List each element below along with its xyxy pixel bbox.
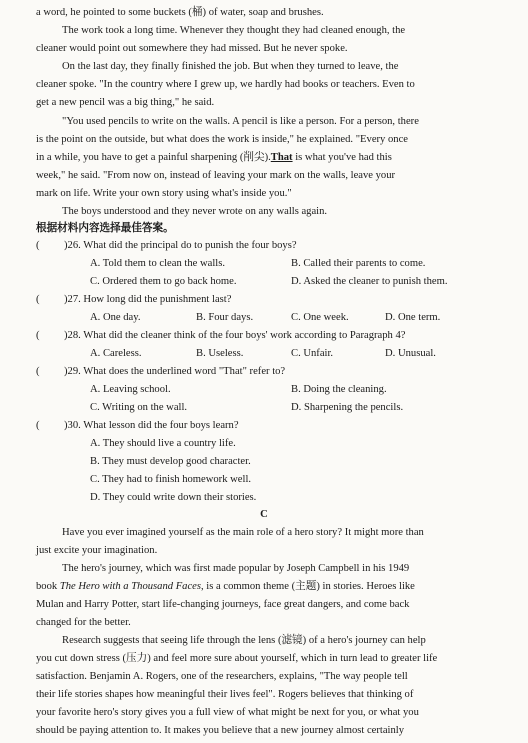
option-26-d[interactable]: D. Asked the cleaner to punish them. xyxy=(291,276,448,287)
option-27-a[interactable]: A. One day. xyxy=(90,312,141,323)
option-30-c[interactable]: C. They had to finish homework well. xyxy=(90,474,252,485)
option-27-d[interactable]: D. One term. xyxy=(385,312,441,323)
option-30-a[interactable]: A. They should live a country life. xyxy=(90,438,236,449)
option-27-c[interactable]: C. One week. xyxy=(291,312,349,323)
option-29-c[interactable]: C. Writing on the wall. xyxy=(90,402,188,413)
underlined-word-that: That xyxy=(270,152,293,163)
passage-line: satisfaction. Benjamin A. Rogers, one of the researchers, explains, "The way people tell xyxy=(36,671,408,682)
story-line: The boys understood and they never wrote on any walls again. xyxy=(62,206,328,217)
story-line: is the point on the outside, but what does the work is inside," he explained. "Every once xyxy=(36,134,408,145)
story-line-text: is what you've had this xyxy=(292,152,392,163)
passage-line: Mulan and Harry Potter, start life-changing journeys, face great dangers, and come back xyxy=(36,599,410,610)
answer-blank[interactable]: ( xyxy=(36,330,40,341)
instruction: 根据材料内容选择最佳答案。 xyxy=(36,223,174,234)
question-stem: )28. What did the cleaner think of the four boys' work according to Paragraph 4? xyxy=(64,330,406,341)
passage-line: changed for the better. xyxy=(36,617,131,628)
option-29-a[interactable]: A. Leaving school. xyxy=(90,384,171,395)
option-26-b[interactable]: B. Called their parents to come. xyxy=(291,258,426,269)
passage-text: book xyxy=(36,581,58,592)
option-26-c[interactable]: C. Ordered them to go back home. xyxy=(90,276,237,287)
answer-blank[interactable]: ( xyxy=(36,294,40,305)
question-stem: )26. What did the principal do to punish the four boys? xyxy=(64,240,297,251)
story-line: get a new pencil was a big thing," he said. xyxy=(36,97,215,108)
question-stem: )27. How long did the punishment last? xyxy=(64,294,232,305)
story-line: cleaner spoke. "In the country where I grew up, we hardly had books or teachers. Even to xyxy=(36,79,415,90)
option-28-a[interactable]: A. Careless. xyxy=(90,348,142,359)
story-line: week," he said. "From now on, instead of leaving your mark on the walls, leave your xyxy=(36,170,396,181)
option-29-d[interactable]: D. Sharpening the pencils. xyxy=(291,402,404,413)
option-28-d[interactable]: D. Unusual. xyxy=(385,348,436,359)
question-27 xyxy=(36,291,506,309)
story-line: mark on life. Write your own story using what's inside you." xyxy=(36,188,292,199)
question-28 xyxy=(36,327,506,345)
story-line: On the last day, they finally finished the job. But when they turned to leave, the xyxy=(62,61,399,72)
story-line-text: in a while, you have to get a painful sharpening (削尖). xyxy=(36,152,271,163)
passage-line: Research suggests that seeing life through the lens (滤镜) of a hero's journey can help xyxy=(62,635,426,646)
passage-line: your favorite hero's story gives you a full view of what might be next for you, or what you xyxy=(36,707,419,718)
question-stem: )29. What does the underlined word "That" refer to? xyxy=(64,366,286,377)
story-line xyxy=(36,149,492,167)
section-heading-c: C xyxy=(260,509,268,520)
passage-line: you cut down stress (压力) and feel more sure about yourself, which in turn lead to greater life xyxy=(36,653,438,664)
story-line: cleaner would point out somewhere they had missed. But he never spoke. xyxy=(36,43,348,54)
passage-line: Have you ever imagined yourself as the main role of a hero story? It might more than xyxy=(62,527,424,538)
passage-line xyxy=(36,578,492,596)
option-28-c[interactable]: C. Unfair. xyxy=(291,348,334,359)
answer-blank[interactable]: ( xyxy=(36,420,40,431)
answer-blank[interactable]: ( xyxy=(36,240,40,251)
passage-line: should be paying attention to. It makes you believe that a new journey almost certainly xyxy=(36,725,405,736)
book-title: The Hero with a Thousand Faces xyxy=(59,581,201,592)
story-line: The work took a long time. Whenever they thought they had cleaned enough, the xyxy=(62,25,406,36)
passage-line: just excite your imagination. xyxy=(36,545,158,556)
question-stem: )30. What lesson did the four boys learn? xyxy=(64,420,239,431)
option-30-b[interactable]: B. They must develop good character. xyxy=(90,456,251,467)
option-28-b[interactable]: B. Useless. xyxy=(196,348,244,359)
passage-line: their life stories shapes how meaningful their lives feel". Rogers believes that thinking of xyxy=(36,689,414,700)
option-26-a[interactable]: A. Told them to clean the walls. xyxy=(90,258,225,269)
passage-text: , is a common theme (主题) in stories. Heroes like xyxy=(201,581,415,592)
passage-line: The hero's journey, which was first made popular by Joseph Campbell in his 1949 xyxy=(62,563,410,574)
option-29-b[interactable]: B. Doing the cleaning. xyxy=(291,384,387,395)
answer-blank[interactable]: ( xyxy=(36,366,40,377)
option-27-b[interactable]: B. Four days. xyxy=(196,312,254,323)
question-30 xyxy=(36,417,506,435)
story-line: a word, he pointed to some buckets (桶) of water, soap and brushes. xyxy=(36,7,324,18)
option-30-d[interactable]: D. They could write down their stories. xyxy=(90,492,257,503)
question-29 xyxy=(36,363,506,381)
story-line: "You used pencils to write on the walls. A pencil is like a person. For a person, there xyxy=(62,116,419,127)
question-26 xyxy=(36,237,506,255)
